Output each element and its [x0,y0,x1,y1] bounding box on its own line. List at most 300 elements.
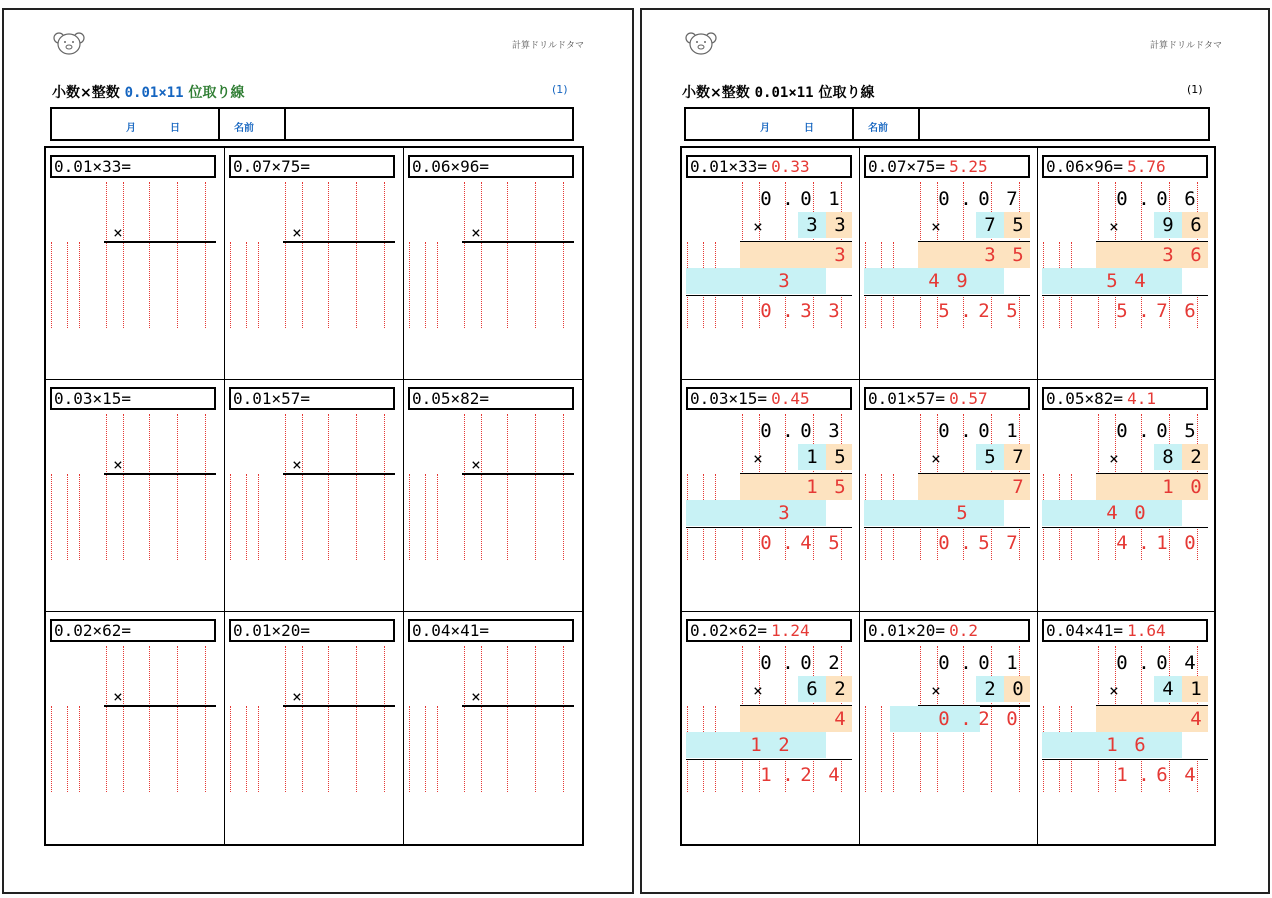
sum-line [864,295,1030,296]
place-line [51,242,52,328]
multiplicand-digit: 5 [1184,420,1196,442]
answer-text: 0.57 [949,389,988,408]
place-line [123,646,124,792]
place-line [464,182,465,328]
name-box-divider [852,109,854,139]
place-line [865,706,866,792]
place-line [177,182,178,328]
multiplier-digit: 2 [1190,446,1202,468]
multiplicand-digit: . [960,420,972,442]
place-line [464,414,465,560]
partial1-digit: 3 [1162,244,1174,266]
place-line [285,414,286,560]
place-line [302,414,303,560]
partial2-digit: 1 [750,734,762,756]
place-line [356,182,357,328]
problem-text: 0.03×15= [54,389,132,408]
partial1-digit: 0 [1190,476,1202,498]
problem-cell [860,380,1038,612]
problem-cell [46,380,225,612]
result-digit: . [782,764,794,786]
place-line [437,474,438,560]
multiplicand-digit: 0 [1116,652,1128,674]
place-line [563,414,564,560]
partial2-digit: 2 [778,734,790,756]
problem-box [229,619,395,642]
place-line [285,182,286,328]
problem-box [864,387,1030,410]
day-label: 日 [170,123,180,134]
problem-cell [46,612,225,844]
answer-text: 1.64 [1127,621,1166,640]
problem-text: 0.01×57= [233,389,311,408]
problem-cell [404,612,583,844]
result-digit: 4 [828,764,840,786]
blank-highlight [1004,500,1030,526]
result-digit: 1 [760,764,772,786]
problem-cell [1038,380,1216,612]
times-sign: × [113,455,123,474]
worksheet-title [52,82,245,102]
multiplier-digit: 5 [834,446,846,468]
multiplicand-digit: 4 [1184,652,1196,674]
place-line [328,646,329,792]
place-line [79,242,80,328]
place-line [409,242,410,328]
multiplier-digit: 3 [806,214,818,236]
place-line [328,182,329,328]
multiplicand-digit: . [1138,188,1150,210]
answer-digit: 0 [938,708,950,730]
place-line [177,414,178,560]
result-digit: 4 [800,532,812,554]
result-digit: 2 [800,764,812,786]
multiplicand-digit: . [782,188,794,210]
name-date-box [50,107,574,141]
multiplicand-digit: 3 [828,420,840,442]
month-label: 月 [126,123,136,134]
multiplier-digit: 4 [1162,678,1174,700]
multiplicand-digit: 0 [800,188,812,210]
answer-text: 5.76 [1127,157,1166,176]
partial2-digit: 3 [778,502,790,524]
blank-highlight [826,500,852,526]
problem-text: 0.01×33= [54,157,132,176]
sum-line [864,527,1030,528]
result-digit: . [1138,532,1150,554]
place-line [205,414,206,560]
problem-text: 0.01×33= [690,157,768,176]
place-line [535,182,536,328]
problem-text: 0.04×41= [1046,621,1124,640]
partial1-digit: 3 [834,244,846,266]
answer-text: 4.1 [1127,389,1156,408]
problem-box [1042,155,1208,178]
multiplier-digit: 1 [806,446,818,468]
multiplier-digit: 1 [1190,678,1202,700]
blank-highlight [1182,500,1208,526]
result-digit: 7 [1006,532,1018,554]
times-sign: × [1109,449,1119,468]
result-digit: . [1138,300,1150,322]
result-digit: 1 [1116,764,1128,786]
problem-text: 0.06×96= [1046,157,1124,176]
answer-text: 5.25 [949,157,988,176]
place-line [464,646,465,792]
problem-box [50,619,216,642]
place-line [409,474,410,560]
problem-box [229,155,395,178]
partial2-digit: 0 [1134,502,1146,524]
multiplier-digit: 6 [1190,214,1202,236]
result-digit: 3 [800,300,812,322]
partial2-digit: 5 [1106,270,1118,292]
problem-cell [1038,148,1216,380]
multiplicand-digit: 0 [1156,420,1168,442]
problem-cell [225,380,404,612]
place-line [67,474,68,560]
multiplicand-digit: 0 [938,188,950,210]
multiplicand-digit: 7 [1006,188,1018,210]
name-box-divider [218,109,220,139]
place-line [302,182,303,328]
problem-box [686,387,852,410]
multiplicand-digit: 2 [828,652,840,674]
problem-grid [680,146,1216,846]
multiplicand-digit: 0 [938,420,950,442]
blank-highlight [1004,268,1030,294]
times-sign: × [113,223,123,242]
name-label: 名前 [868,123,888,134]
name-box-divider [918,109,920,139]
place-line [563,646,564,792]
multiplicand-digit: 0 [1116,420,1128,442]
title-numeric: 0.01×11 [124,85,184,101]
place-line [425,242,426,328]
problem-cell [46,148,225,380]
place-line [481,646,482,792]
problem-text: 0.07×75= [868,157,946,176]
times-sign: × [753,449,763,468]
result-digit: 5 [1006,300,1018,322]
multiplicand-digit: 0 [760,188,772,210]
worksheet-page [2,8,634,894]
problem-cell [225,148,404,380]
times-sign: × [931,217,941,236]
place-line [437,706,438,792]
multiplicand-digit: 6 [1184,188,1196,210]
result-digit: . [960,532,972,554]
title-suffix: 位取り線 [818,85,875,101]
multiplicand-digit: . [1138,652,1150,674]
place-line [230,706,231,792]
place-line [246,242,247,328]
multiplicand-digit: . [782,652,794,674]
multiplier-digit: 7 [984,214,996,236]
multiplicand-digit: 0 [760,420,772,442]
multiplier-digit: 5 [1012,214,1024,236]
problem-cell [860,612,1038,844]
sum-line [1042,295,1208,296]
problem-cell [682,148,860,380]
result-digit: 0 [1184,532,1196,554]
sum-line [1042,527,1208,528]
name-label: 名前 [234,123,254,134]
month-label: 月 [760,123,770,134]
place-line [149,646,150,792]
place-line [425,474,426,560]
place-line [328,414,329,560]
result-digit: 2 [978,300,990,322]
multiplier-digit: 3 [834,214,846,236]
place-line [409,706,410,792]
problem-grid [44,146,584,846]
multiplier-digit: 5 [984,446,996,468]
place-line [302,646,303,792]
problem-cell [860,148,1038,380]
partial-highlight [686,500,826,526]
problem-box [50,155,216,178]
result-digit: 4 [1184,764,1196,786]
partial1-digit: 5 [834,476,846,498]
result-digit: . [782,300,794,322]
place-line [205,646,206,792]
problem-box [1042,387,1208,410]
problem-text: 0.01×20= [233,621,311,640]
multiplicand-digit: 0 [978,188,990,210]
blank-highlight [826,732,852,758]
place-line [384,182,385,328]
problem-box [50,387,216,410]
partial1-digit: 1 [1162,476,1174,498]
answer-digit: . [960,708,972,730]
result-digit: 5 [1116,300,1128,322]
multiplicand-digit: . [960,188,972,210]
place-line [149,414,150,560]
place-line [106,414,107,560]
times-sign: × [292,223,302,242]
answer-digit: 2 [978,708,990,730]
place-line [67,242,68,328]
result-digit: 0 [760,300,772,322]
problem-box [229,387,395,410]
problem-box [408,387,574,410]
place-line [535,414,536,560]
title-prefix: 小数×整数 [52,85,120,101]
times-sign: × [471,687,481,706]
place-line [258,242,259,328]
multiplier-digit: 6 [806,678,818,700]
problem-cell [404,148,583,380]
result-digit: 3 [828,300,840,322]
problem-cell [1038,612,1216,844]
result-digit: 0 [938,532,950,554]
multiplier-digit: 7 [1012,446,1024,468]
place-line [481,414,482,560]
sum-line [686,759,852,760]
problem-cell [682,380,860,612]
place-line [177,646,178,792]
place-line [563,182,564,328]
name-box-divider [284,109,286,139]
problem-text: 0.05×82= [1046,389,1124,408]
multiplicand-digit: 1 [828,188,840,210]
sum-line [686,527,852,528]
bear-logo-icon [52,30,86,56]
blank-highlight [826,268,852,294]
times-sign: × [931,681,941,700]
problem-box [686,155,852,178]
partial-highlight [864,500,1004,526]
partial2-digit: 6 [1134,734,1146,756]
multiplier-digit: 0 [1012,678,1024,700]
partial2-digit: 3 [778,270,790,292]
partial1-digit: 6 [1190,244,1202,266]
page-number: (1) [1187,83,1203,96]
partial1-digit: 7 [1012,476,1024,498]
result-digit: 4 [1116,532,1128,554]
multiplier-digit: 8 [1162,446,1174,468]
partial1-digit: 4 [834,708,846,730]
times-sign: × [292,455,302,474]
problem-text: 0.05×82= [412,389,490,408]
times-sign: × [471,455,481,474]
place-line [881,706,882,792]
multiplier-digit: 9 [1162,214,1174,236]
result-digit: . [960,300,972,322]
partial2-digit: 4 [1106,502,1118,524]
place-line [106,182,107,328]
multiplicand-digit: 0 [938,652,950,674]
partial1-digit: 5 [1012,244,1024,266]
place-line [384,414,385,560]
blank-highlight [1182,732,1208,758]
answer-text: 0.2 [949,621,978,640]
place-line [384,646,385,792]
place-line [230,474,231,560]
place-line [123,414,124,560]
name-date-box [684,107,1210,141]
result-digit: . [782,532,794,554]
place-line [246,474,247,560]
title-prefix: 小数×整数 [682,85,750,101]
place-line [425,706,426,792]
result-digit: 1 [1156,532,1168,554]
multiplier-digit: 2 [984,678,996,700]
times-sign: × [931,449,941,468]
problem-box [686,619,852,642]
result-digit: 5 [828,532,840,554]
problem-text: 0.02×62= [54,621,132,640]
result-digit: 6 [1156,764,1168,786]
multiplicand-digit: 0 [1116,188,1128,210]
place-line [205,182,206,328]
place-line [230,242,231,328]
place-line [258,474,259,560]
place-line [535,646,536,792]
multiplicand-digit: 0 [978,652,990,674]
place-line [123,182,124,328]
multiplicand-digit: 0 [800,652,812,674]
brand-label: 計算ドリルドタマ [1150,41,1223,51]
problem-box [864,155,1030,178]
result-digit: 0 [760,532,772,554]
problem-text: 0.06×96= [412,157,490,176]
problem-cell [404,380,583,612]
brand-label: 計算ドリルドタマ [512,41,585,51]
times-sign: × [1109,681,1119,700]
problem-cell [682,612,860,844]
answer-digit: 0 [1006,708,1018,730]
multiplicand-digit: 1 [1006,652,1018,674]
problem-cell [225,612,404,844]
problem-text: 0.07×75= [233,157,311,176]
times-sign: × [753,681,763,700]
partial1-digit: 1 [806,476,818,498]
partial2-digit: 1 [1106,734,1118,756]
place-line [285,646,286,792]
problem-box [864,619,1030,642]
worksheet-title [682,82,875,102]
times-sign: × [471,223,481,242]
multiplicand-digit: 0 [1156,652,1168,674]
answer-key-page [640,8,1270,894]
multiplicand-digit: 1 [1006,420,1018,442]
result-digit: 5 [938,300,950,322]
sum-line [1042,759,1208,760]
partial1-digit: 4 [1190,708,1202,730]
place-line [106,646,107,792]
place-line [149,182,150,328]
place-line [51,706,52,792]
partial2-digit: 4 [928,270,940,292]
answer-text: 0.45 [771,389,810,408]
problem-text: 0.01×57= [868,389,946,408]
multiplicand-digit: 0 [760,652,772,674]
partial1-digit: 3 [984,244,996,266]
place-line [356,414,357,560]
multiplier-digit: 2 [834,678,846,700]
blank-highlight [1182,268,1208,294]
place-line [356,646,357,792]
place-line [258,706,259,792]
times-sign: × [753,217,763,236]
partial2-digit: 9 [956,270,968,292]
times-sign: × [292,687,302,706]
place-line [79,706,80,792]
place-line [507,182,508,328]
multiplicand-digit: 0 [978,420,990,442]
bear-logo-icon [684,30,718,56]
multiplicand-digit: 0 [800,420,812,442]
place-line [437,242,438,328]
page-number: (1) [552,83,568,96]
partial-highlight [686,268,826,294]
multiplicand-digit: . [960,652,972,674]
title-suffix: 位取り線 [188,85,245,101]
title-numeric: 0.01×11 [754,85,814,101]
place-line [67,706,68,792]
answer-text: 0.33 [771,157,810,176]
place-line [79,474,80,560]
problem-box [408,619,574,642]
problem-text: 0.01×20= [868,621,946,640]
result-digit: 5 [978,532,990,554]
times-sign: × [113,687,123,706]
times-sign: × [1109,217,1119,236]
partial2-digit: 4 [1134,270,1146,292]
multiplicand-digit: . [782,420,794,442]
